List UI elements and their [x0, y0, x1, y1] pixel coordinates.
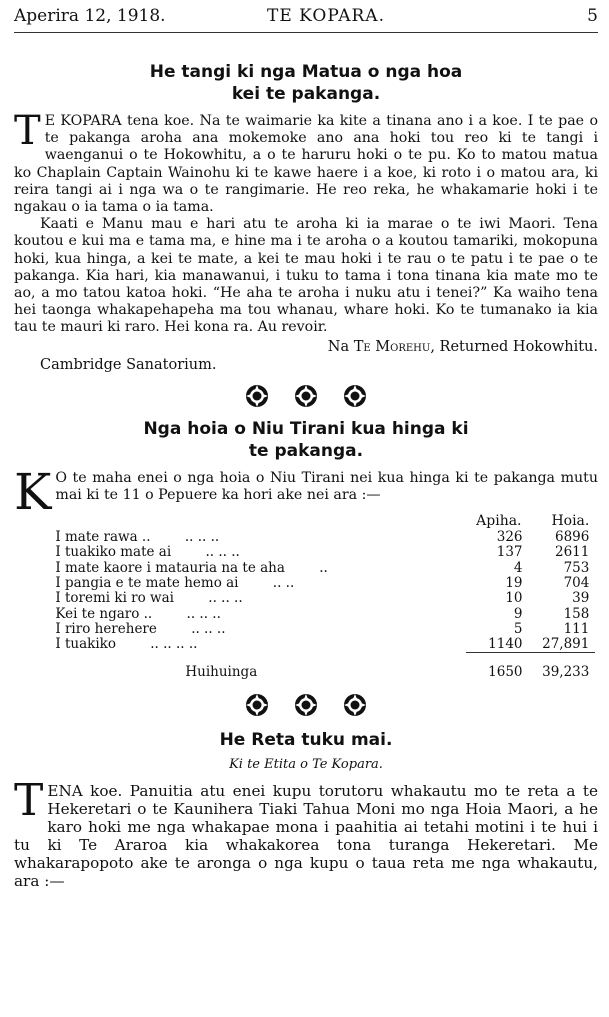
- section1-title: [14, 61, 598, 105]
- column-header-hoia: Hoia.: [551, 513, 590, 530]
- row-value-apiha: 19: [505, 574, 523, 591]
- row-label: I pangia e te mate hemo ai: [55, 574, 239, 591]
- row-value-apiha: 4: [513, 559, 523, 576]
- section3-title: He Reta tuku mai.: [219, 729, 393, 750]
- ornament-row: [14, 693, 598, 721]
- section1-paragraph1: [14, 108, 598, 216]
- section2-title-line1: Nga hoia o Niu Tirani kua hinga ki: [143, 418, 469, 439]
- header-title: TE KOPARA.: [267, 6, 385, 26]
- section1-title-line2: kei te pakanga.: [231, 84, 381, 104]
- section1-body: [14, 108, 598, 337]
- row-value-hoia: 704: [563, 574, 590, 591]
- row-value-apiha: 10: [505, 590, 523, 607]
- section3-paragraph1-text: ENA koe. Panuitia atu enei kupu torutoru whakautu mo te reta a te Hekeretari o te Kaunihera Tiaki Tahua Moni mo nga Hoia Maori, a he karo hoki me nga whakapae mona i paahitia ai tetahi motini i te hui i tu ki Te Araroa kia whakakorea tona turanga Hekeretari. Me whakarapopoto ake te aronga o nga kupu o taua reta me nga whakautu, ara :—: [14, 781, 598, 890]
- signature-name: Te Morehu: [353, 338, 431, 355]
- casualty-table: [55, 512, 595, 681]
- section3-body: [14, 774, 598, 890]
- signature-prefix: Na: [327, 338, 350, 355]
- signature: [14, 338, 598, 356]
- flower-ornament-icon: [245, 384, 269, 408]
- dropcap: T: [14, 108, 41, 154]
- flower-ornament-icon: [294, 384, 318, 408]
- row-value-hoia: 2611: [555, 544, 590, 561]
- header-date: Aperira 12, 1918.: [14, 6, 166, 26]
- dropcap: K: [14, 462, 52, 521]
- row-value-hoia: 27,891: [523, 637, 596, 653]
- ornament-row: [14, 384, 598, 412]
- row-dots: .. .. ..: [184, 529, 220, 546]
- section2-paragraph1-text: O te maha enei o nga hoia o Niu Tirani nei kua hinga ki te pakanga mutu mai ki te 11 o Pepuere ka hori ake nei ara :—: [55, 469, 598, 503]
- column-header-apiha: Apiha.: [476, 513, 522, 530]
- section2-title-line2: te pakanga.: [248, 440, 364, 461]
- row-label: I mate rawa ..: [55, 529, 151, 546]
- row-value-apiha: 5: [513, 620, 523, 637]
- row-value-hoia: 39: [572, 590, 590, 607]
- signature-place: Cambridge Sanatorium.: [40, 356, 217, 373]
- table-row: [55, 637, 595, 653]
- flower-ornament-icon: [294, 693, 318, 717]
- section3-subtitle: Ki te Etita o Te Kopara.: [229, 756, 383, 772]
- section2-paragraph1: [14, 462, 598, 521]
- flower-ornament-icon: [343, 384, 367, 408]
- section1-title-line1: He tangi ki nga Matua o nga hoa: [149, 62, 463, 82]
- flower-ornament-icon: [245, 693, 269, 717]
- row-value-hoia: 753: [563, 559, 590, 576]
- total-value-hoia: 39,233: [542, 664, 590, 681]
- row-label: I tuakiko: [55, 636, 116, 653]
- row-value-apiha: 326: [496, 529, 523, 546]
- newspaper-page: [14, 6, 598, 890]
- section1-paragraph2: Kaati e Manu mau e hari atu te aroha ki ia marae o te iwi Maori. Tena koutou e kui ma e tama ma, e hine ma i te aroha o a koutou tamariki, mokopuna hoki, kua hinga, a kei te mate, a kei te mau hoki i te rau o te patu i te pae o te pakanga. Kia hari, kia manawanui, i tuku to tama i tona tinana kia mate mo te ao, a mo tatou katoa hoki. “He aha te aroha i nuku atu i tenei?” Ka waiho tena hei taonga whakapehapeha ma tou whanau, whare hoki. Ko te tumanako ia kia tau te mauri ki raro. Hei kona ra. Au revoir.: [14, 216, 598, 336]
- row-value-apiha: 9: [513, 605, 523, 622]
- section2-body: [14, 462, 598, 521]
- row-label: Kei te ngaro ..: [55, 605, 153, 622]
- table-header-row: [55, 512, 595, 530]
- section1-paragraph1-text: E KOPARA tena koe. Na te waimarie ka kite a tinana ano i a koe. I te pae o te pakanga aroha ana mokemoke ano ana hoki tou reo ki te tangi i waenganui o te Hokowhitu, a o te haruru hoki o te pu. Ko to matou matua ko Chaplain Captain Wainohu ki te kawe haere i a koe, ki roto i o matou ara, ki reira tangi ai i nga wa o te rangimarie. He reo reka, he whakamarie hoki i te ngakau o ia tama o ia tama.: [14, 113, 598, 216]
- row-label: I riro herehere: [55, 620, 157, 637]
- row-dots: .. .. .. ..: [150, 636, 198, 653]
- row-dots: .. .. ..: [205, 544, 240, 561]
- total-label: Huihuinga: [185, 664, 258, 681]
- row-value-apiha: 137: [496, 544, 523, 561]
- table-total-row: [55, 653, 595, 681]
- dropcap: T: [14, 774, 44, 826]
- row-dots: .. .. ..: [186, 605, 221, 622]
- row-value-apiha: 1140: [466, 637, 523, 653]
- row-dots: .. .. ..: [208, 590, 243, 607]
- table-row: [55, 561, 595, 576]
- total-value-apiha: 1650: [488, 664, 523, 681]
- row-dots: ..: [319, 559, 328, 576]
- row-value-hoia: 111: [563, 620, 590, 637]
- row-value-hoia: 6896: [555, 529, 590, 546]
- row-label: I toremi ki ro wai: [55, 590, 174, 607]
- page-header: [14, 6, 598, 33]
- table-row: [55, 607, 595, 622]
- section2-title: [14, 418, 598, 462]
- row-label: I mate kaore i matauria na te aha: [55, 559, 285, 576]
- row-dots: .. .. ..: [191, 620, 226, 637]
- table-row: [55, 576, 595, 591]
- section3-paragraph1: [14, 774, 598, 890]
- row-value-hoia: 158: [563, 605, 590, 622]
- signature-suffix: , Returned Hokowhitu.: [430, 338, 598, 355]
- table-row: [55, 530, 595, 545]
- row-label: I tuakiko mate ai: [55, 544, 172, 561]
- row-dots: .. ..: [272, 574, 295, 591]
- table-row: [55, 545, 595, 560]
- page-number: 5: [587, 6, 598, 26]
- table-row: [55, 622, 595, 637]
- table-row: [55, 591, 595, 606]
- flower-ornament-icon: [343, 693, 367, 717]
